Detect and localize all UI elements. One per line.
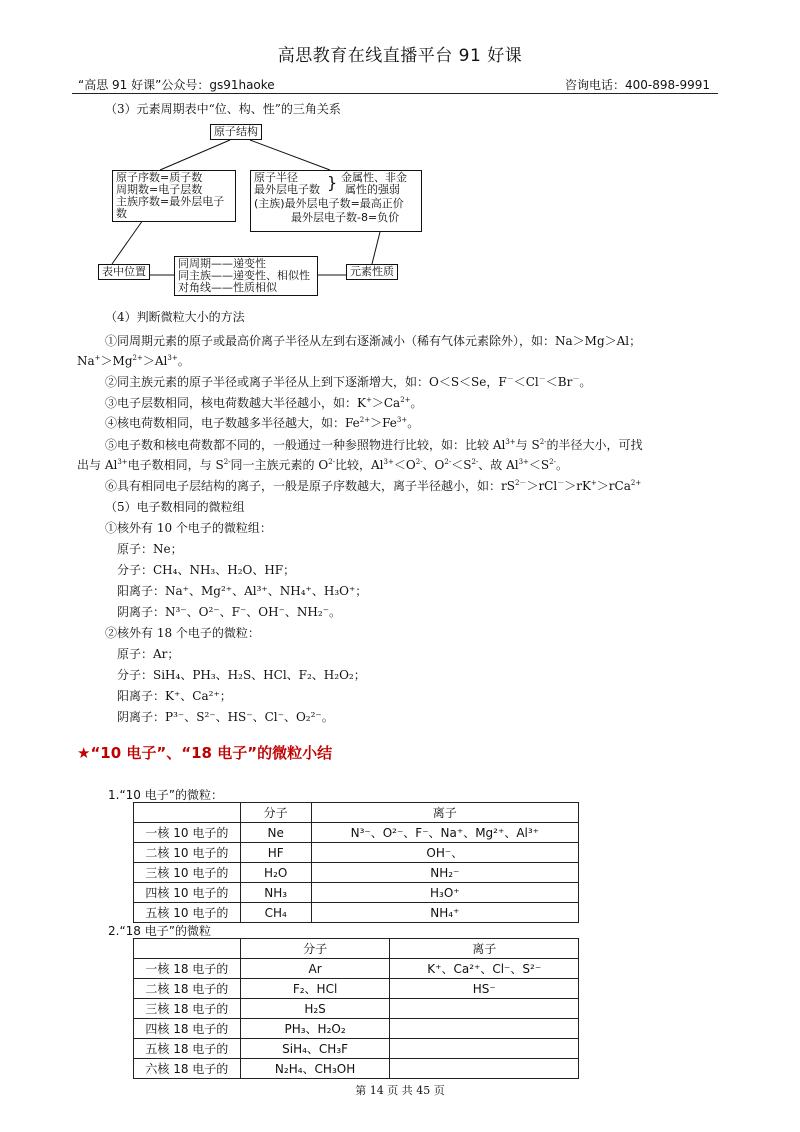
text: ＞Fe [370,416,397,430]
text: ＞Ca [371,396,401,410]
text: Na [77,354,95,368]
table-cell: 一核 18 电子的 [134,959,241,979]
header-rule [72,93,718,94]
table-row [134,883,579,903]
table18-title: 2.“18 电子”的微粒 [108,924,211,938]
section5-title: （5）电子数相同的微粒组 [105,500,245,514]
table-header-row [134,803,579,823]
group-18-anion: 阴离子：P³⁻、S²⁻、HS⁻、Cl⁻、O₂²⁻。 [117,710,334,724]
group-10-cation: 阳离子：Na⁺、Mg²⁺、Al³⁺、NH₄⁺、H₃O⁺； [117,584,368,598]
text: 、O [422,458,445,472]
text: ＞Mg [100,354,133,368]
text: ＞rCl [526,479,558,493]
table-row [134,823,579,843]
diagram-right-line: 最外层电子数 [254,183,320,196]
table-cell: F₂、HCl [240,979,390,999]
table-cell: 五核 18 电子的 [134,1039,241,1059]
position-structure-property-diagram [90,118,430,304]
table-row [134,1059,579,1079]
table-cell: 二核 18 电子的 [134,979,241,999]
table-cell: CH₄ [240,903,311,923]
text: ＞rCa [596,479,631,493]
table-cell: N₂H₄、CH₃OH [240,1059,390,1079]
table-cell: OH⁻、 [311,843,578,863]
table-row [134,1019,579,1039]
text: ＜S [528,458,550,472]
text: 、故 Al [478,458,519,472]
table-cell: Ne [240,823,311,843]
section4-title: （4）判断微粒大小的方法 [105,310,245,324]
table-cell: NH₂⁻ [311,863,578,883]
table-18-electron [133,938,579,1079]
diagram-left-line: 主族序数=最外层电子数 [116,195,225,220]
section3-title: （3）元素周期表中“位、构、性”的三角关系 [105,102,341,116]
table-cell: 三核 10 电子的 [134,863,241,883]
group-18-cation: 阳离子：K⁺、Ca²⁺； [117,689,232,703]
text: 出与 Al [77,458,118,472]
rule-5: ⑤电子数和核电荷数都不同的，一般通过一种参照物进行比较，如：比较 $Al^{3+}$与 $S^{2-}$的半径大小，可找 [105,438,643,452]
text: ⑤电子数和核电荷数都不同的，一般通过一种参照物进行比较，如：比较 Al [105,438,506,452]
page-number: 第 14 页 共 45 页 [355,1084,445,1097]
table-cell [390,1039,579,1059]
table-cell: 六核 18 电子的 [134,1059,241,1079]
rule-3: ③电子层数相同，核电荷数越大半径越小，如：$K^+>Ca^{2+}$。 [105,396,423,410]
summary-heading: ★“10 电子”、“18 电子”的微粒小结 [77,744,333,762]
table-row [134,979,579,999]
group-10-title: ①核外有 10 个电子的微粒组： [105,521,272,535]
table-row [134,959,579,979]
group-18-molecule: 分子：SiH₄、PH₃、H₂S、HCl、F₂、H₂O₂； [117,668,366,682]
table-row [134,863,579,883]
text: ＜S [451,458,472,472]
table-cell: 四核 18 电子的 [134,1019,241,1039]
diagram-right-line: 金属性、非金 [341,171,407,184]
text: 。 [407,416,420,430]
table-cell: HS⁻ [390,979,579,999]
table-cell: 二核 10 电子的 [134,843,241,863]
text: ＞rK [564,479,591,493]
table-cell: 一核 10 电子的 [134,823,241,843]
rule-6: ⑥具有相同电子层结构的离子，一般是原子序数越大，离子半径越小，如：$rS^{2-}>rCl^->rK^+>rCa^{2+}$ [105,479,642,493]
table-cell: H₂S [240,999,390,1019]
table-cell [390,999,579,1019]
text: 。 [555,458,568,472]
table-header-cell [134,939,241,959]
text: 。 [579,375,592,389]
diagram-right-box [250,170,422,232]
table-cell: NH₃ [240,883,311,903]
rule-2: ②同主族元素的原子半径或离子半径从上到下逐渐增大，如：O＜S＜Se，F－＜Cl－＜Br－。 [105,375,592,389]
table-header-cell: 分子 [240,803,311,823]
header-wechat: “高思 91 好课”公众号：gs91haoke [78,78,275,92]
table-row [134,1039,579,1059]
group-18-title: ②核外有 18 个电子的微粒： [105,626,260,640]
page-header-title: 高思教育在线直播平台 91 好课 [277,46,523,66]
diagram-right-line: 原子半径 [254,171,298,184]
table-header-cell: 分子 [240,939,390,959]
group-10-atom: 原子：Ne； [117,542,183,556]
text: 。 [410,396,423,410]
rule-1: ①同周期元素的原子或最高价离子半径从左到右逐渐减小（稀有气体元素除外），如：Na＞Mg＞Al； [105,334,642,348]
table-cell: H₂O [240,863,311,883]
text: 电子数相同，与 S [127,458,224,472]
group-18-atom: 原子：Ar； [117,647,180,661]
table-10-electron [133,802,579,923]
diagram-middle-line: 对角线——性质相似 [178,281,277,294]
diagram-left-line: 原子序数=质子数 [116,171,203,184]
table-row [134,999,579,1019]
text: ＜O [393,458,416,472]
table-cell: H₃O⁺ [311,883,578,903]
table-cell: PH₃、H₂O₂ [240,1019,390,1039]
text: 的半径大小，可找 [546,438,643,452]
diagram-right-line: 最外层电子数-8=负价 [291,211,400,224]
table-row [134,903,579,923]
diagram-left-line: 周期数=电子层数 [116,183,203,196]
text: ⑥具有相同电子层结构的离子，一般是原子序数越大，离子半径越小，如：rS [105,479,515,493]
rule-5-continued: 出与 $Al^{3+}$电子数相同，与 $S^{2-}$同一主族元素的 $O^{2-}$比较，$Al^{3+}<O^{2-}$、$O^{2-}<S^{2-}$、故 $Al^{3+}<S^{2-}$。 [77,458,568,472]
text: 与 S [515,438,540,452]
diagram-middle-line: 同主族——递变性、相似性 [178,269,310,282]
group-10-molecule: 分子：CH₄、NH₃、H₂O、HF； [117,563,296,577]
diagram-middle-line: 同周期——递变性 [178,257,266,270]
header-phone: 咨询电话：400-898-9991 [564,78,710,92]
diagram-left-box [112,170,236,222]
text: ＞Al [142,354,168,368]
rule-4: ④核电荷数相同，电子数越多半径越大，如：$Fe^{2+}>Fe^{3+}$。 [105,416,420,430]
diagram-middle-box [174,256,318,296]
text: 比较，Al [335,458,384,472]
table-cell: N³⁻、O²⁻、F⁻、Na⁺、Mg²⁺、Al³⁺ [311,823,578,843]
table-cell: 五核 10 电子的 [134,903,241,923]
diagram-atomic-structure: 原子结构 [210,124,262,140]
brace-icon: } [327,173,338,192]
table-cell [390,1019,579,1039]
diagram-table-position: 表中位置 [98,264,150,280]
table-row [134,843,579,863]
group-10-anion: 阴离子：N³⁻、O²⁻、F⁻、OH⁻、NH₂⁻。 [117,605,342,619]
table-cell: 三核 18 电子的 [134,999,241,1019]
table-header-cell [134,803,241,823]
table-header-cell: 离子 [311,803,578,823]
table-header-cell: 离子 [390,939,579,959]
rule-1-example: $Na^+>Mg^{2+}>Al^{3+}$。 [77,354,190,368]
diagram-right-line: (主族)最外层电子数=最高正价 [254,197,404,210]
table10-title: 1.“10 电子”的微粒： [108,788,223,802]
text: ＜Br [545,375,573,389]
table-header-row [134,939,579,959]
table-cell: Ar [240,959,390,979]
table-cell: HF [240,843,311,863]
text: ②同主族元素的原子半径或离子半径从上到下逐渐增大，如：O＜S＜Se，F [105,375,507,389]
text: ③电子层数相同，核电荷数越大半径越小，如：K [105,396,366,410]
table-cell: NH₄⁺ [311,903,578,923]
text: ④核电荷数相同，电子数越多半径越大，如：Fe [105,416,360,430]
table-cell: 四核 10 电子的 [134,883,241,903]
diagram-right-line: 属性的强弱 [345,183,400,196]
text: 同一主族元素的 O [230,458,329,472]
table-cell: SiH₄、CH₃F [240,1039,390,1059]
table-cell: K⁺、Ca²⁺、Cl⁻、S²⁻ [390,959,579,979]
diagram-element-properties: 元素性质 [346,264,398,280]
text: ＜Cl [513,375,539,389]
table-cell [390,1059,579,1079]
